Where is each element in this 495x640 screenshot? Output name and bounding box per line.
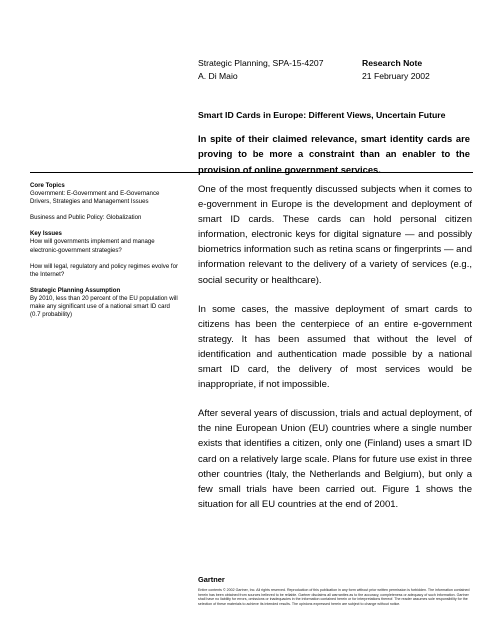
publication-date: 21 February 2002	[362, 71, 430, 81]
core-topic-item: Business and Public Policy: Globalization	[30, 214, 142, 222]
body-text	[198, 182, 472, 526]
document-header-right	[362, 57, 430, 83]
body-paragraph: One of the most frequently discussed subjects when it comes to e-government in Europe is the development and deployment of smart ID cards. These cards can hold personal citizen information, electronic keys for digital signature — and possibly biometrics information such as retina scans or fingerprints — and information relevant to the delivery of a variety of services (e.g., social security or healthcare).	[198, 184, 472, 286]
footer	[198, 575, 470, 606]
assumption-heading: Strategic Planning Assumption	[30, 286, 121, 294]
brand-name: Gartner	[198, 575, 225, 584]
document-header-left	[198, 57, 323, 83]
key-issue-item: How will legal, regulatory and policy regimes evolve for the Internet?	[30, 262, 179, 278]
assumption-text: By 2010, less than 20 percent of the EU population will make any significant use of a national smart ID card (0.7 probability)	[30, 294, 178, 319]
document-summary: In spite of their claimed relevance, smart identity cards are proving to be more a constraint than an enabler to the provision of online government services.	[198, 133, 470, 175]
body-paragraph: In some cases, the massive deployment of smart cards to citizens has been the centerpiece of an entire e-government strategy. It has been assumed that without the level of identification and authentication made possible by a national smart ID card, the delivery of most services would be inappropriate, if not impossible.	[198, 303, 472, 391]
document-title: Smart ID Cards in Europe: Different Views, Uncertain Future	[198, 110, 446, 120]
key-issue-item: How will governments implement and manage electronic-government strategies?	[30, 238, 155, 254]
copyright-disclaimer: Entire contents © 2002 Gartner, Inc. All rights reserved. Reproduction of this publication in any form without prior written permission is forbidden. The information contained herein has been obtained from sources believed to be reliable. Gartner disclaims all warranties as to the accuracy, completeness or adequacy of such information. Gartner shall have no liability for errors, omissions or inadequacies in the information contained herein or for interpretations thereof. The reader assumes sole responsibility for the selection of these materials to achieve its intended results. The opinions expressed herein are subject to change without notice.	[198, 588, 470, 606]
report-id: Strategic Planning, SPA-15-4207	[198, 58, 324, 68]
horizontal-rule	[30, 172, 473, 173]
core-topic-item: Government: E-Government and E-Governance Drivers, Strategies and Management Issues	[30, 190, 160, 206]
core-topics-heading: Core Topics	[30, 182, 65, 189]
key-issues-heading: Key Issues	[30, 230, 62, 238]
note-type: Research Note	[362, 58, 423, 68]
sidebar	[30, 182, 180, 319]
author: A. Di Maio	[198, 71, 238, 81]
body-paragraph: After several years of discussion, trials and actual deployment, of the nine European Union (EU) countries where a single number exists that identifies a citizen, only one (Finland) uses a smart ID card on a relatively large scale. Plans for future use exist in three other countries (Italy, the Netherlands and Belgium), but only a few small trials have been carried out. Figure 1 shows the situation for all EU countries at the end of 2001.	[198, 408, 472, 510]
